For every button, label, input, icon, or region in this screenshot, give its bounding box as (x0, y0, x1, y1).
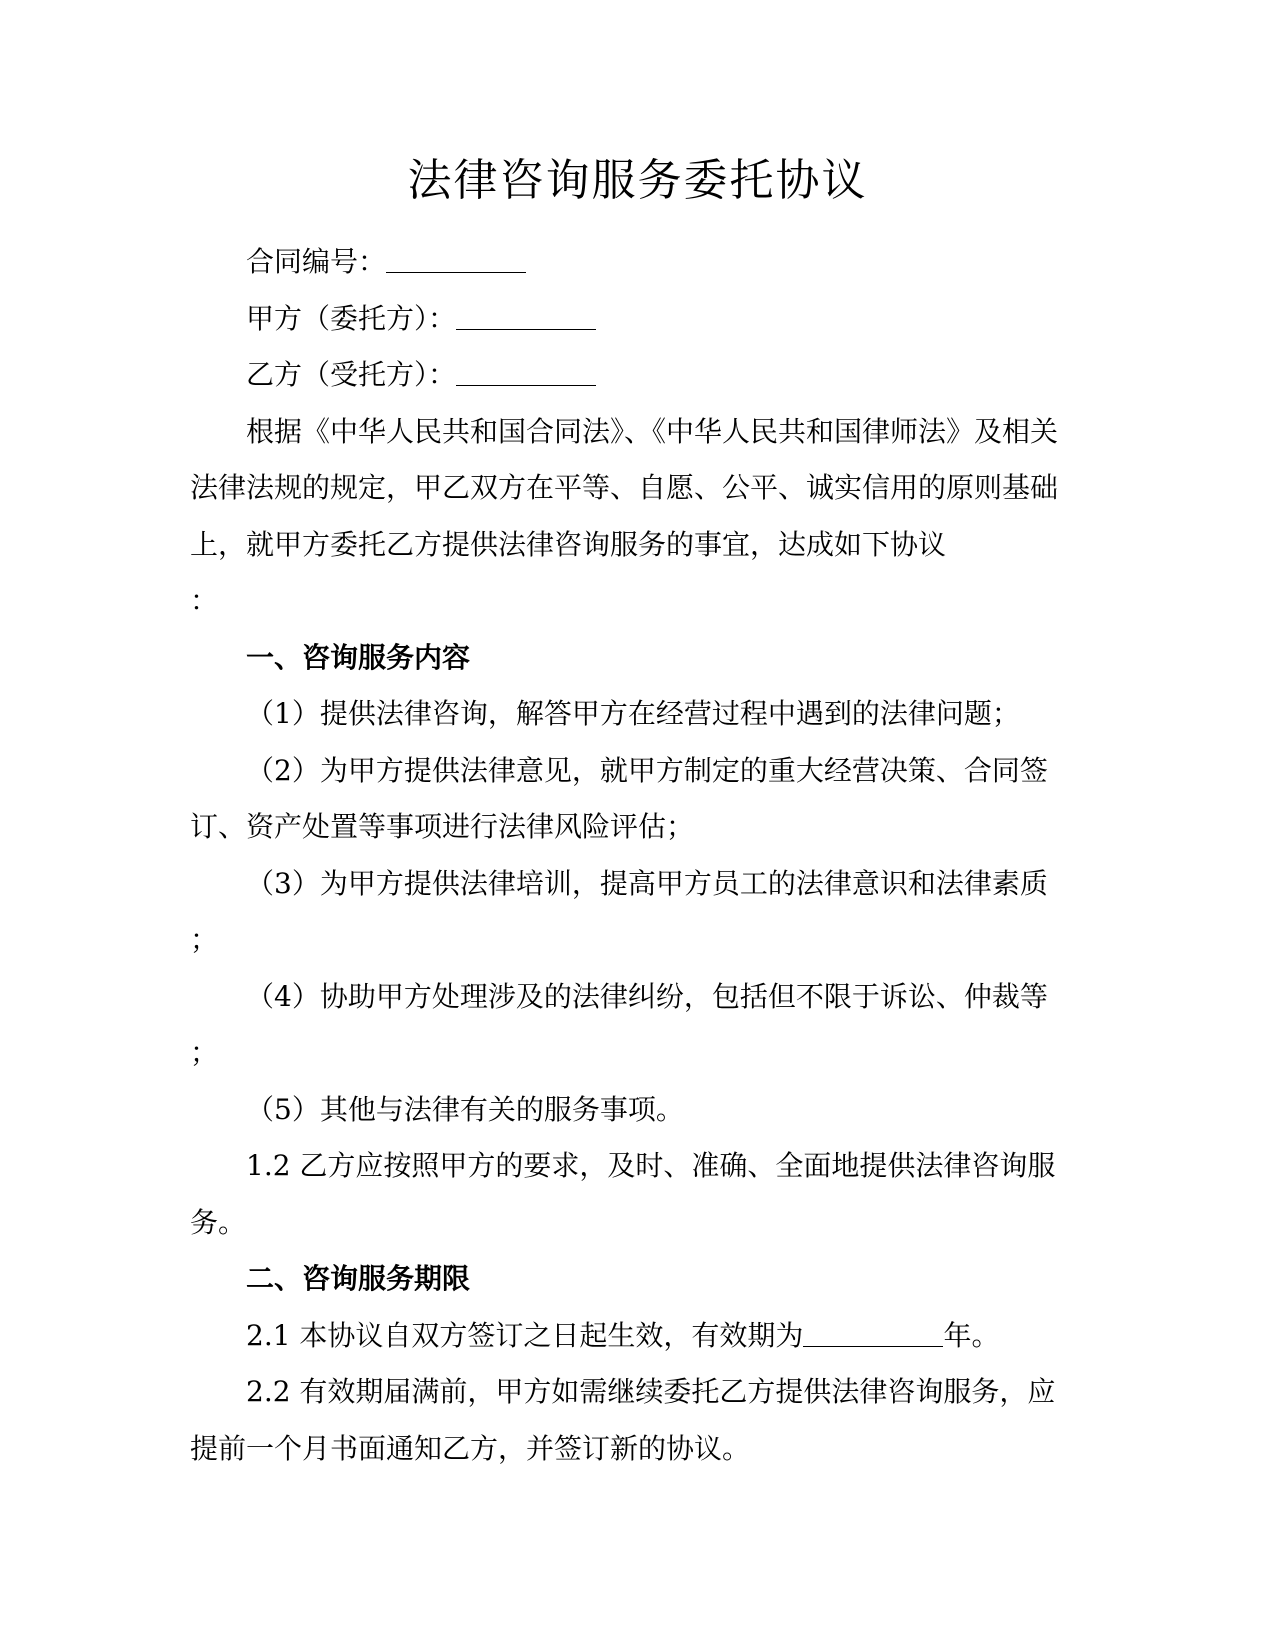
service-item-tail: ； (190, 1036, 219, 1069)
clause-2-1-text: 2.1 本协议自双方签订之日起生效，有效期为 (246, 1318, 804, 1352)
term-years-blank (803, 1322, 943, 1347)
clause-2-1 (190, 1308, 1080, 1365)
contract-number-blank (386, 248, 526, 273)
preamble-tail: ： (190, 584, 219, 617)
party-a-label: 甲方（委托方）： (246, 301, 457, 335)
party-b-label: 乙方（受托方）： (246, 358, 457, 391)
service-item: （1）提供法律咨询，解答甲方在经营过程中遇到的法律问题； (246, 697, 1020, 730)
service-item-tail: ； (190, 923, 219, 956)
document-body (190, 234, 1080, 1477)
service-item: （5）其他与法律有关的服务事项。 (246, 1092, 684, 1126)
party-b-blank (456, 361, 596, 386)
service-item: （3）为甲方提供法律培训，提高甲方员工的法律意识和法律素质 (246, 866, 1048, 900)
service-item: （4）协助甲方处理涉及的法律纠纷，包括但不限于诉讼、仲裁等 (246, 979, 1048, 1013)
clause-2-1-suffix: 年。 (943, 1318, 1000, 1352)
party-a-blank (456, 305, 596, 330)
service-item: （2）为甲方提供法律意见，就甲方制定的重大经营决策、合同签订、资产处置等事项进行法律风险评估； (190, 753, 1048, 843)
clause-1-2: 1.2 乙方应按照甲方的要求，及时、准确、全面地提供法律咨询服务。 (190, 1149, 1056, 1239)
contract-number-label: 合同编号： (246, 245, 387, 278)
document-title: 法律咨询服务委托协议 (407, 155, 868, 206)
party-b-field (190, 347, 1080, 404)
preamble-paragraph: 根据《中华人民共和国合同法》、《中华人民共和国律师法》及相关法律法规的规定，甲乙双方在平等、自愿、公平、诚实信用的原则基础上，就甲方委托乙方提供法律咨询服务的事宜，达成如下协议 (190, 414, 1059, 561)
section-2-heading: 二、咨询服务期限 (246, 1262, 471, 1295)
party-a-field (190, 291, 1080, 348)
contract-number-field (190, 234, 1080, 291)
clause-2-2: 2.2 有效期届满前，甲方如需继续委托乙方提供法律咨询服务，应提前一个月书面通知乙方，并签订新的协议。 (190, 1375, 1056, 1465)
section-1-heading: 一、咨询服务内容 (246, 640, 471, 674)
